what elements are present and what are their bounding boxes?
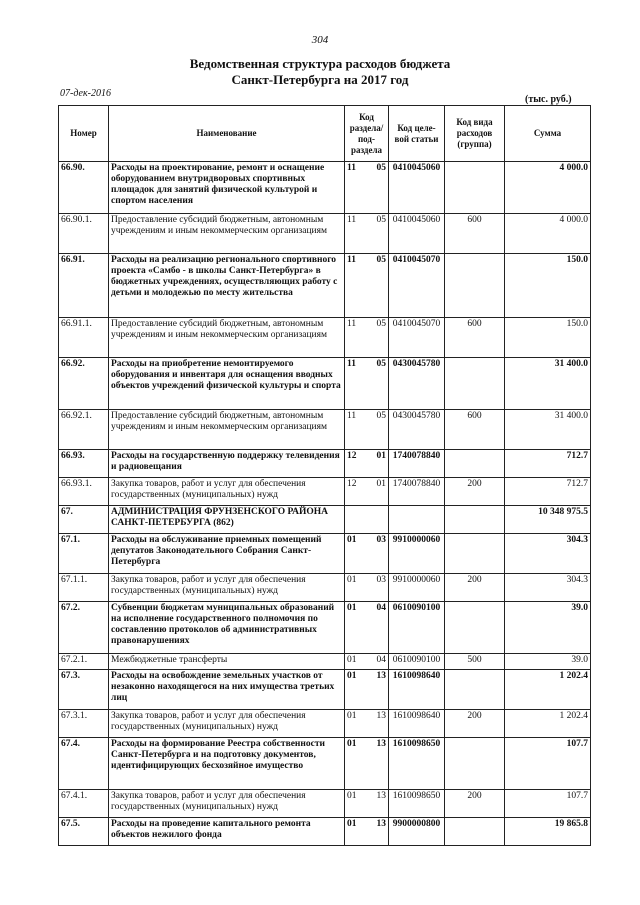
row-expense-kind: 200 [445, 790, 505, 818]
header-expense-kind: Код вида расходов (группа) [445, 106, 505, 162]
row-name: Закупка товаров, работ и услуг для обеспечения государственных (муниципальных) нужд [109, 478, 345, 506]
row-section: 11 [345, 318, 367, 358]
table-row [59, 254, 591, 318]
units-label: (тыс. руб.) [525, 94, 572, 105]
row-target-code [389, 506, 445, 534]
table-row [59, 602, 591, 654]
row-section: 01 [345, 738, 367, 790]
row-expense-kind: 200 [445, 710, 505, 738]
row-sum: 107.7 [505, 738, 591, 790]
row-subsection: 05 [367, 358, 389, 410]
row-target-code: 1610098650 [389, 790, 445, 818]
row-name: Расходы на формирование Реестра собственности Санкт-Петербурга и на подготовку документов, идентифицирующих бесхозяйное имущество [109, 738, 345, 790]
table-row [59, 410, 591, 450]
row-sum: 31 400.0 [505, 410, 591, 450]
row-target-code: 1740078840 [389, 450, 445, 478]
row-subsection: 01 [367, 478, 389, 506]
row-sum: 304.3 [505, 574, 591, 602]
title-line-2: Санкт-Петербурга на 2017 год [231, 72, 409, 87]
row-name: Предоставление субсидий бюджетным, автономным учреждениям и иным некоммерческим организациям [109, 410, 345, 450]
row-expense-kind: 500 [445, 654, 505, 670]
row-number: 67.2.1. [59, 654, 109, 670]
table-row [59, 162, 591, 214]
row-subsection: 13 [367, 710, 389, 738]
row-number: 67.3.1. [59, 710, 109, 738]
row-section: 12 [345, 450, 367, 478]
row-section: 01 [345, 602, 367, 654]
row-section: 11 [345, 162, 367, 214]
row-name: Закупка товаров, работ и услуг для обеспечения государственных (муниципальных) нужд [109, 790, 345, 818]
row-expense-kind [445, 162, 505, 214]
row-expense-kind [445, 506, 505, 534]
row-target-code: 0430045780 [389, 410, 445, 450]
row-target-code: 1610098640 [389, 710, 445, 738]
row-number: 67.4.1. [59, 790, 109, 818]
row-section: 01 [345, 710, 367, 738]
row-number: 66.92. [59, 358, 109, 410]
row-subsection: 05 [367, 318, 389, 358]
row-subsection: 01 [367, 450, 389, 478]
row-name: Расходы на освобождение земельных участков от незаконно находящегося на них имущества третьих лиц [109, 670, 345, 710]
row-target-code: 0430045780 [389, 358, 445, 410]
row-section: 01 [345, 790, 367, 818]
header-target-code: Код целе-вой статьи [389, 106, 445, 162]
row-sum: 31 400.0 [505, 358, 591, 410]
row-number: 67.4. [59, 738, 109, 790]
row-expense-kind [445, 670, 505, 710]
row-subsection: 05 [367, 254, 389, 318]
page-number: 304 [311, 34, 329, 46]
row-section: 11 [345, 358, 367, 410]
row-expense-kind: 600 [445, 214, 505, 254]
row-name: Расходы на реализацию регионального спортивного проекта «Самбо - в школы Санкт-Петербурга» в бюджетных учреждениях, осуществляющих работу с детьми и молодежью по месту жительства [109, 254, 345, 318]
table-row [59, 358, 591, 410]
header-section-code: Код раздела/ под-раздела [345, 106, 389, 162]
row-sum: 107.7 [505, 790, 591, 818]
row-subsection [367, 506, 389, 534]
row-target-code: 0610090100 [389, 654, 445, 670]
table-row [59, 214, 591, 254]
row-section: 01 [345, 654, 367, 670]
row-name: АДМИНИСТРАЦИЯ ФРУНЗЕНСКОГО РАЙОНА САНКТ-ПЕТЕРБУРГА (862) [109, 506, 345, 534]
row-section: 12 [345, 478, 367, 506]
row-expense-kind [445, 254, 505, 318]
row-number: 67.1.1. [59, 574, 109, 602]
row-name: Предоставление субсидий бюджетным, автономным учреждениям и иным некоммерческим организациям [109, 214, 345, 254]
row-section: 11 [345, 254, 367, 318]
row-target-code: 0410045060 [389, 162, 445, 214]
row-sum: 304.3 [505, 534, 591, 574]
table-row [59, 654, 591, 670]
row-number: 67.1. [59, 534, 109, 574]
table-row [59, 506, 591, 534]
row-number: 66.93. [59, 450, 109, 478]
document-date: 07-дек-2016 [60, 88, 111, 99]
table-row [59, 670, 591, 710]
table-body [59, 162, 591, 846]
row-expense-kind [445, 818, 505, 846]
table-row [59, 534, 591, 574]
row-name: Расходы на проведение капитального ремонта объектов нежилого фонда [109, 818, 345, 846]
table-row [59, 710, 591, 738]
row-expense-kind: 600 [445, 410, 505, 450]
row-section: 11 [345, 410, 367, 450]
header-name: Наименование [109, 106, 345, 162]
row-name: Закупка товаров, работ и услуг для обеспечения государственных (муниципальных) нужд [109, 710, 345, 738]
row-sum: 4 000.0 [505, 214, 591, 254]
row-expense-kind [445, 358, 505, 410]
row-number: 67.5. [59, 818, 109, 846]
row-expense-kind [445, 602, 505, 654]
row-section: 01 [345, 818, 367, 846]
table-row [59, 790, 591, 818]
row-number: 67.3. [59, 670, 109, 710]
table-row [59, 478, 591, 506]
table-header-row [59, 106, 591, 162]
row-sum: 4 000.0 [505, 162, 591, 214]
row-target-code: 0410045060 [389, 214, 445, 254]
row-name: Межбюджетные трансферты [109, 654, 345, 670]
row-sum: 39.0 [505, 654, 591, 670]
row-name: Расходы на приобретение немонтируемого оборудования и инвентаря для оснащения вводных объектов учреждений физической культуры и спорта [109, 358, 345, 410]
row-target-code: 1740078840 [389, 478, 445, 506]
row-target-code: 9900000800 [389, 818, 445, 846]
budget-table [58, 105, 591, 846]
table-row [59, 318, 591, 358]
table-row [59, 818, 591, 846]
row-sum: 39.0 [505, 602, 591, 654]
row-number: 66.90.1. [59, 214, 109, 254]
row-name: Субвенции бюджетам муниципальных образований на исполнение государственного полномочия по составлению протоколов об административных правонарушениях [109, 602, 345, 654]
row-subsection: 05 [367, 214, 389, 254]
row-number: 66.90. [59, 162, 109, 214]
row-sum: 150.0 [505, 254, 591, 318]
row-number: 66.92.1. [59, 410, 109, 450]
document-title [0, 56, 640, 88]
row-number: 66.91. [59, 254, 109, 318]
row-subsection: 05 [367, 162, 389, 214]
row-sum: 1 202.4 [505, 670, 591, 710]
row-expense-kind: 200 [445, 574, 505, 602]
row-expense-kind [445, 534, 505, 574]
table-row [59, 738, 591, 790]
row-number: 67.2. [59, 602, 109, 654]
row-number: 67. [59, 506, 109, 534]
row-subsection: 13 [367, 670, 389, 710]
row-expense-kind: 600 [445, 318, 505, 358]
table-row [59, 574, 591, 602]
row-target-code: 0410045070 [389, 254, 445, 318]
row-target-code: 9910000060 [389, 574, 445, 602]
row-expense-kind [445, 738, 505, 790]
row-expense-kind [445, 450, 505, 478]
row-expense-kind: 200 [445, 478, 505, 506]
row-subsection: 05 [367, 410, 389, 450]
row-name: Закупка товаров, работ и услуг для обеспечения государственных (муниципальных) нужд [109, 574, 345, 602]
row-subsection: 04 [367, 602, 389, 654]
row-subsection: 13 [367, 818, 389, 846]
row-subsection: 03 [367, 534, 389, 574]
row-subsection: 03 [367, 574, 389, 602]
row-target-code: 1610098650 [389, 738, 445, 790]
row-sum: 150.0 [505, 318, 591, 358]
row-sum: 712.7 [505, 478, 591, 506]
row-target-code: 0610090100 [389, 602, 445, 654]
row-target-code: 1610098640 [389, 670, 445, 710]
row-name: Расходы на обслуживание приемных помещений депутатов Законодательного Собрания Санкт-Петербурга [109, 534, 345, 574]
row-subsection: 13 [367, 738, 389, 790]
row-number: 66.91.1. [59, 318, 109, 358]
header-number: Номер [59, 106, 109, 162]
row-sum: 19 865.8 [505, 818, 591, 846]
row-sum: 712.7 [505, 450, 591, 478]
row-number: 66.93.1. [59, 478, 109, 506]
row-name: Расходы на государственную поддержку телевидения и радиовещания [109, 450, 345, 478]
row-section: 11 [345, 214, 367, 254]
row-target-code: 0410045070 [389, 318, 445, 358]
row-sum: 10 348 975.5 [505, 506, 591, 534]
header-sum: Сумма [505, 106, 591, 162]
table-row [59, 450, 591, 478]
row-sum: 1 202.4 [505, 710, 591, 738]
row-section: 01 [345, 534, 367, 574]
row-subsection: 04 [367, 654, 389, 670]
row-name: Расходы на проектирование, ремонт и оснащение оборудованием внутридворовых спортивных площадок для занятий физической культурой и спортом населения [109, 162, 345, 214]
row-subsection: 13 [367, 790, 389, 818]
row-section: 01 [345, 574, 367, 602]
row-name: Предоставление субсидий бюджетным, автономным учреждениям и иным некоммерческим организациям [109, 318, 345, 358]
title-line-1: Ведомственная структура расходов бюджета [189, 56, 451, 71]
row-section [345, 506, 367, 534]
row-section: 01 [345, 670, 367, 710]
row-target-code: 9910000060 [389, 534, 445, 574]
